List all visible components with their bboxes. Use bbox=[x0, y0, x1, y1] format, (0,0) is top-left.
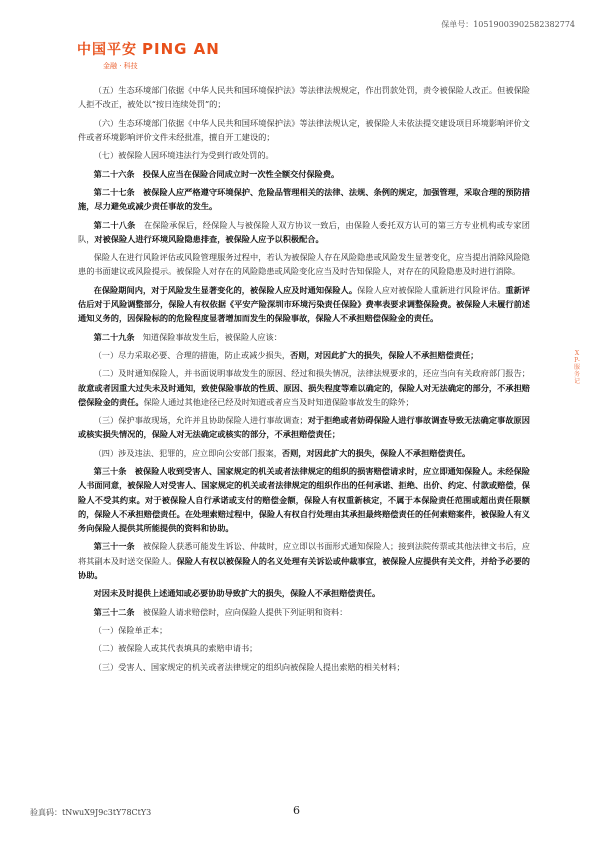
text-segment: 被保险人请求赔偿时，应向保险人提供下列证明和资料： bbox=[134, 606, 348, 617]
verification-code: 验真码：tNwuX9J9c3tY78CtY3 bbox=[30, 808, 152, 817]
bold-text-segment: 第二十七条 被保险人应严格遵守环境保护、危险品管理相关的法律、法规、条例的规定，加强管理，采取合理的预防措施，尽力避免或减少责任事故的发生。 bbox=[78, 186, 530, 212]
logo-english: PING AN bbox=[142, 40, 220, 58]
clause-paragraph bbox=[78, 539, 530, 582]
text-segment: 在保险承保后，经保险人与被保险人双方协议一致后，由保险人委托双方认可的第三方专业机构或专家团队， bbox=[78, 219, 530, 244]
bold-text-segment: 在保险期间内，对于风险发生显著变化的，被保险人应及时通知保险人。 bbox=[93, 284, 358, 295]
clause-paragraph bbox=[78, 623, 530, 637]
clause-body bbox=[78, 83, 530, 678]
bold-text-segment: 第三十二条 bbox=[93, 606, 135, 617]
bold-text-segment: 否则，对因此扩大的损失，保险人不承担赔偿责任； bbox=[290, 349, 479, 360]
logo-chinese: 中国平安 bbox=[77, 42, 137, 58]
clause-paragraph bbox=[78, 586, 530, 600]
clause-paragraph bbox=[78, 83, 530, 111]
bold-text-segment: 第三十条 被保险人收到受害人、国家规定的机关或者法律规定的组织的损害赔偿请求时，应立即通知保险人。未经保险人书面同意，被保险人对受害人、国家规定的机关或者法律规定的组织作出的任何承诺、拒绝、出价、约定、付款或赔偿，保险人不受其约束。对于被保险人自行承诺或支付的赔偿金额，保险人有权重新核定，不属于本保险责任范围或超出责任限额的，保险人不承担赔偿责任。在处理索赔过程中，保险人有权自行处理由其承担最终赔偿责任的任何索赔案件，被保险人有义务向保险人提供其所能提供的资料和协助。 bbox=[78, 466, 530, 533]
text-segment: 保险人通过其他途径已经及时知道或者应当及时知道保险事故发生的除外； bbox=[143, 396, 414, 407]
text-segment: （一）尽力采取必要、合理的措施，防止或减少损失， bbox=[93, 349, 291, 360]
bold-text-segment: 对被保险人进行环境风险隐患排查，被保险人应予以积极配合。 bbox=[94, 233, 324, 244]
bold-text-segment: 保险人有权以被保险人的名义处理有关诉讼或仲裁事宜，被保险人应提供有关文件，并给予必要的协助。 bbox=[78, 555, 530, 580]
text-segment: （二）及时通知保险人，并书面说明事故发生的原因、经过和损失情况，法律法规要求的，还应当向有关政府部门报告； bbox=[93, 368, 530, 379]
clause-paragraph bbox=[78, 413, 530, 441]
bold-text-segment: 对于拒绝或者妨碍保险人进行事故调查导致无法确定事故原因或核实损失情况的，保险人对无法确定或核实的部分，不承担赔偿责任； bbox=[78, 415, 530, 440]
clause-paragraph bbox=[78, 148, 530, 162]
clause-paragraph bbox=[78, 167, 530, 181]
clause-paragraph bbox=[78, 218, 530, 246]
text-segment: （四）涉及违法、犯罪的，应立即向公安部门报案， bbox=[93, 447, 282, 458]
clause-paragraph bbox=[78, 185, 530, 213]
page-number: 6 bbox=[293, 804, 300, 817]
clause-paragraph bbox=[78, 283, 530, 326]
clause-paragraph bbox=[78, 348, 530, 362]
bold-text-segment: 第二十六条 投保人应当在保险合同成立时一次性全额交付保险费。 bbox=[93, 168, 340, 179]
clause-paragraph bbox=[78, 366, 530, 409]
text-segment: （二）被保险人或其代表填具的索赔申请书； bbox=[93, 643, 258, 654]
text-segment: （六）生态环境部门依据《中华人民共和国环境保护法》等法律法规认定，被保险人未依法提交建设项目环境影响评价文件或者环境影响评价文件未经批准，擅自开工建设的； bbox=[78, 117, 530, 142]
bold-text-segment: 第二十八条 bbox=[93, 219, 136, 230]
side-stamp-mark: XP-服务记 bbox=[573, 350, 580, 385]
bold-text-segment: 第三十一条 bbox=[93, 541, 135, 552]
clause-paragraph bbox=[78, 660, 530, 674]
text-segment: 知道保险事故发生后，被保险人应该： bbox=[134, 331, 282, 342]
text-segment: （三）保护事故现场，允许并且协助保险人进行事故调查； bbox=[93, 415, 308, 426]
bold-text-segment: 否则，对因此扩大的损失，保险人不承担赔偿责任。 bbox=[281, 447, 471, 458]
text-segment: （一）保险单正本； bbox=[93, 624, 168, 635]
text-segment: （三）受害人、国家规定的机关或者法律规定的组织向被保险人提出索赔的相关材料； bbox=[93, 661, 405, 672]
text-segment: 保险人应对被保险人重新进行风险评估。 bbox=[357, 284, 506, 295]
policy-number: 保单号：10519003902582382774 bbox=[441, 20, 575, 29]
text-segment: 保险人在进行风险评估或风险管理服务过程中，若认为被保险人存在风险隐患或风险发生显著变化，应当提出消除风险隐患的书面建议或风险提示。被保险人对存在的风险隐患或风险变化应当及时告知保险人，对存在的风险隐患及时进行消除。 bbox=[78, 252, 530, 277]
clause-paragraph bbox=[78, 641, 530, 655]
clause-paragraph bbox=[78, 250, 530, 278]
clause-paragraph bbox=[78, 116, 530, 144]
clause-paragraph bbox=[78, 605, 530, 619]
text-segment: （五）生态环境部门依据《中华人民共和国环境保护法》等法律法规规定，作出罚款处罚，责令被保险人改正。但被保险人拒不改正，被处以“按日连续处罚”的； bbox=[78, 85, 530, 110]
text-segment: 被保险人获悉可能发生诉讼、仲裁时，应立即以书面形式通知保险人；接到法院传票或其他法律文书后，应将其副本及时送交保险人。 bbox=[78, 541, 530, 566]
clause-paragraph bbox=[78, 446, 530, 460]
bold-text-segment: 对因未及时提供上述通知或必要协助导致扩大的损失，保险人不承担赔偿责任。 bbox=[93, 588, 381, 599]
bold-text-segment: 第二十九条 bbox=[93, 331, 135, 342]
bold-text-segment: 故意或者因重大过失未及时通知，致使保险事故的性质、原因、损失程度等难以确定的，保险人对无法确定的部分，不承担赔偿保险金的责任。 bbox=[78, 382, 530, 407]
text-segment: （七）被保险人因环境违法行为受到行政处罚的。 bbox=[93, 150, 274, 161]
clause-paragraph bbox=[78, 464, 530, 535]
logo-tagline: 金融 · 科技 bbox=[103, 62, 138, 70]
clause-paragraph bbox=[78, 330, 530, 344]
bold-text-segment: 重新评估后对于风险调整部分，保险人有权依据《平安产险深圳市环境污染责任保险》费率表要求调整保险费。被保险人未履行前述通知义务的，因保险标的的危险程度显著增加而发生的保险事故，保险人不承担赔偿保险金的责任。 bbox=[78, 284, 530, 324]
ping-an-logo bbox=[77, 39, 220, 71]
